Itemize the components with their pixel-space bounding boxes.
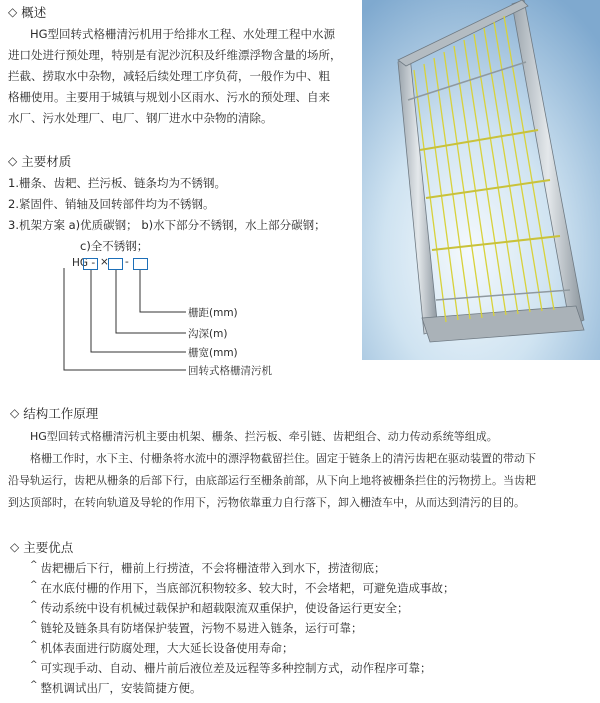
model-prefix: HG - [72, 257, 96, 269]
bullet-icon: ^ [30, 660, 38, 670]
label-grille-width: 栅宽(mm) [188, 347, 238, 359]
structure-line: HG型回转式格栅清污机主要由机架、栅条、拦污板、牵引链、齿耙组合、动力传动系统等组成。 [30, 430, 498, 443]
advantage-text: 机体表面进行防腐处理，大大延长设备使用寿命； [40, 641, 294, 655]
structure-line: 到达顶部时，在转向轨道及导轮的作用下，污物依靠重力自行落下，卸入栅渣车中，从而达到清污的目的。 [8, 496, 525, 509]
bullet-icon: ^ [30, 620, 38, 630]
advantage-item [30, 620, 363, 636]
overview-line: HG型回转式格栅清污机用于给排水工程、水处理工程中水源 [30, 27, 336, 41]
materials-title: 主要材质 [21, 154, 72, 169]
overview-title: 概述 [21, 5, 47, 20]
advantage-text: 可实现手动、自动、栅片前后液位差及远程等多种控制方式，动作程序可靠； [40, 661, 432, 675]
advantage-text: 在水底付栅的作用下，当底部沉积物较多、较大时，不会堵耙，可避免造成事故； [40, 581, 455, 595]
advantage-item [30, 560, 386, 576]
advantage-item [30, 640, 294, 656]
diamond-icon: ◇ [10, 406, 20, 420]
advantage-text: 齿耙栅后下行，栅前上行捞渣，不会将栅渣带入到水下，捞渣彻底； [40, 561, 386, 575]
structure-line: 格栅工作时，水下主、付栅条将水流中的漂浮物截留拦住。固定于链条上的清污齿耙在驱动装置的带动下 [30, 452, 536, 465]
advantage-text: 链轮及链条具有防堵保护装置，污物不易进入链条，运行可靠； [40, 621, 363, 635]
model-times: × [100, 256, 109, 268]
bullet-icon: ^ [30, 560, 38, 570]
structure-line: 沿导轨运行，齿耙从栅条的后部下行，由底部运行至栅条前部，从下向上地将被栅条拦住的污物捞上。当齿耙 [8, 474, 536, 487]
overview-line: 进口处进行预处理，特别是有泥沙沉积及纤维漂浮物含量的场所， [8, 48, 342, 62]
diamond-icon: ◇ [8, 5, 18, 19]
advantages-heading [10, 538, 73, 556]
bullet-icon: ^ [30, 600, 38, 610]
structure-heading [10, 404, 98, 422]
material-item: c)全不锈钢； [80, 239, 149, 253]
overview-line: 拦截、捞取水中杂物，减轻后续处理工序负荷，一般作为中、粗 [8, 69, 330, 83]
structure-title: 结构工作原理 [23, 406, 99, 421]
bullet-icon: ^ [30, 580, 38, 590]
diamond-icon: ◇ [8, 154, 18, 168]
material-item: 1.栅条、齿耙、拦污板、链条均为不锈钢。 [8, 176, 226, 190]
model-dash: - [125, 256, 129, 268]
diamond-icon: ◇ [10, 540, 20, 554]
label-machine-name: 回转式格栅清污机 [188, 365, 272, 377]
bullet-icon: ^ [30, 680, 38, 690]
advantage-item [30, 660, 432, 676]
label-bar-spacing: 栅距(mm) [188, 307, 238, 319]
advantage-item [30, 680, 202, 696]
advantage-text: 传动系统中设有机械过载保护和超载限流双重保护，使设备运行更安全； [40, 601, 409, 615]
overview-line: 格栅使用。主要用于城镇与规划小区雨水、污水的预处理、自来 [8, 90, 330, 104]
advantage-item [30, 580, 455, 596]
bullet-icon: ^ [30, 640, 38, 650]
advantage-text: 整机调试出厂，安装简捷方便。 [40, 681, 202, 695]
label-channel-depth: 沟深(m) [188, 328, 228, 340]
advantages-title: 主要优点 [23, 540, 74, 555]
material-item: 2.紧固件、销轴及回转部件均为不锈钢。 [8, 197, 215, 211]
overview-line: 水厂、污水处理厂、电厂、钢厂进水中杂物的清除。 [8, 111, 273, 125]
advantage-item [30, 600, 409, 616]
material-item: 3.机架方案 a)优质碳钢； b)水下部分不锈钢，水上部分碳钢； [8, 218, 326, 232]
